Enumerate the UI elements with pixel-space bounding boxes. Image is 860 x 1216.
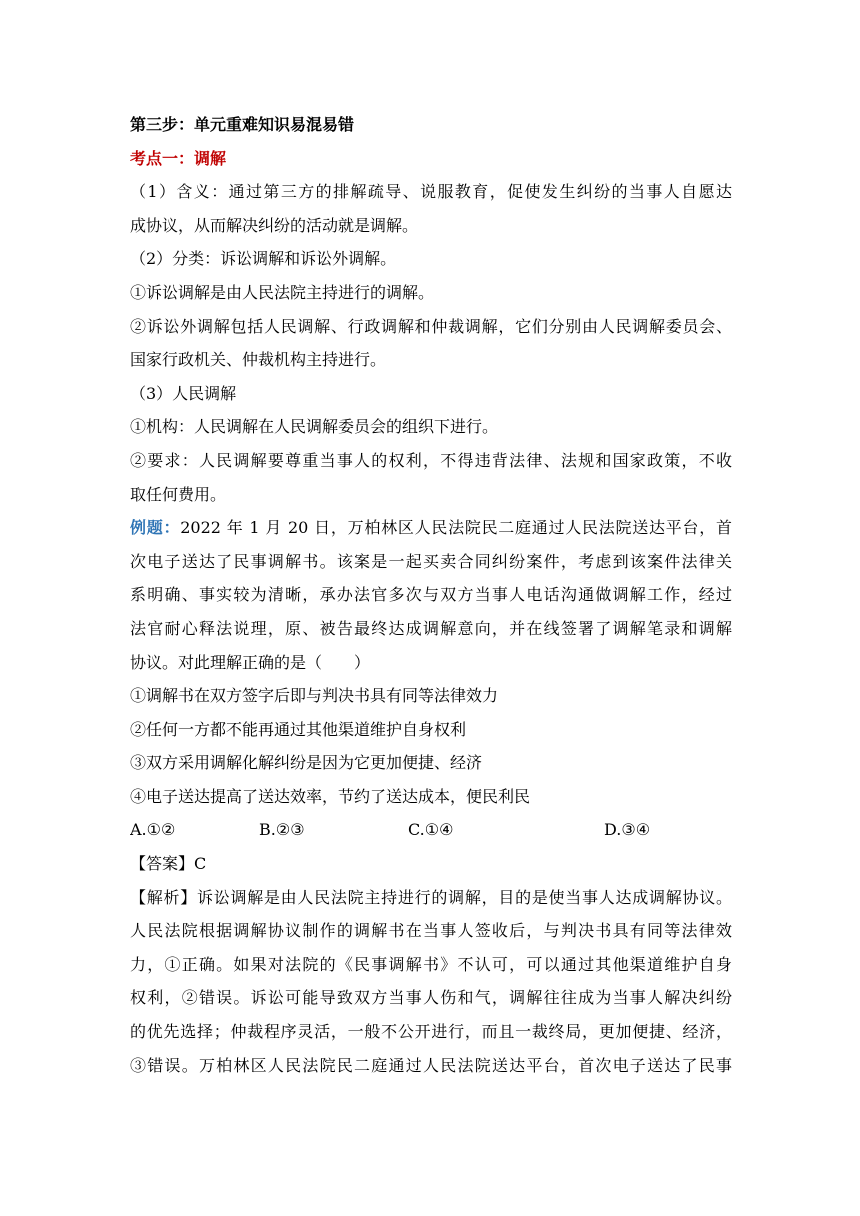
example-line-1	[130, 511, 732, 545]
example-line-3: 系明确、事实较为清晰，承办法官多次与双方当事人电话沟通做调解工作，经过	[130, 585, 732, 605]
example-label: 例题：	[130, 518, 181, 538]
option-b: B.②③	[259, 820, 305, 840]
answer-line: 【答案】C	[130, 854, 207, 874]
example-line-4: 法官耐心释法说理，原、被告最终达成调解意向，并在线签署了调解笔录和调解	[130, 618, 732, 638]
classification-line: （2）分类：诉讼调解和诉讼外调解。	[130, 249, 397, 269]
example-line-5: 协议。对此理解正确的是（ ）	[130, 652, 371, 672]
statement-3: ③双方采用调解化解纠纷是因为它更加便捷、经济	[130, 753, 483, 773]
requirement-line-1: ②要求：人民调解要尊重当事人的权利，不得违背法律、法规和国家政策，不收	[130, 450, 732, 470]
analysis-line-3: 力，①正确。如果对法院的《民事调解书》不认可，可以通过其他渠道维护自身	[130, 954, 732, 974]
option-a: A.①②	[130, 820, 176, 840]
example-line-2: 次电子送达了民事调解书。该案是一起买卖合同纠纷案件，考虑到该案件法律关	[130, 551, 732, 571]
analysis-line-1: 【解析】诉讼调解是由人民法院主持进行的调解，目的是使当事人达成调解协议。	[130, 887, 732, 907]
analysis-line-4: 权利，②错误。诉讼可能导致双方当事人伤和气，调解往往成为当事人解决纠纷	[130, 988, 732, 1008]
definition-line-1: （1）含义：通过第三方的排解疏导、说服教育，促使发生纠纷的当事人自愿达	[130, 182, 732, 202]
statement-4: ④电子送达提高了送达效率，节约了送达成本，便民利民	[130, 786, 531, 806]
kaodian-title: 考点一：调解	[130, 148, 227, 168]
option-c: C.①④	[408, 820, 454, 840]
section-heading: 第三步：单元重难知识易混易错	[130, 115, 355, 134]
analysis-line-5: 的优先选择；仲裁程序灵活，一般不公开进行，而且一裁终局，更加便捷、经济，	[130, 1022, 732, 1042]
requirement-line-2: 取任何费用。	[130, 484, 227, 504]
analysis-line-6: ③错误。万柏林区人民法院民二庭通过人民法院送达平台，首次电子送达了民事	[130, 1055, 732, 1075]
non-litigation-line-1: ②诉讼外调解包括人民调解、行政调解和仲裁调解，它们分别由人民调解委员会、	[130, 316, 732, 336]
option-d: D.③④	[604, 820, 651, 840]
statement-2: ②任何一方都不能再通过其他渠道维护自身权利	[130, 719, 467, 739]
document-page	[130, 108, 732, 1082]
litigation-mediation-line: ①诉讼调解是由人民法院主持进行的调解。	[130, 282, 435, 302]
people-mediation-heading: （3）人民调解	[130, 383, 237, 403]
statement-1: ①调解书在双方签字后即与判决书具有同等法律效力	[130, 686, 499, 706]
organization-line: ①机构：人民调解在人民调解委员会的组织下进行。	[130, 417, 499, 437]
analysis-line-2: 人民法院根据调解协议制作的调解书在当事人签收后，与判决书具有同等法律效	[130, 921, 732, 941]
example-text: 2022 年 1 月 20 日，万柏林区人民法院民二庭通过人民法院送达平台，首	[180, 518, 732, 538]
answer-options	[130, 813, 732, 847]
non-litigation-line-2: 国家行政机关、仲裁机构主持进行。	[130, 350, 387, 370]
definition-line-2: 成协议，从而解决纠纷的活动就是调解。	[130, 215, 419, 235]
